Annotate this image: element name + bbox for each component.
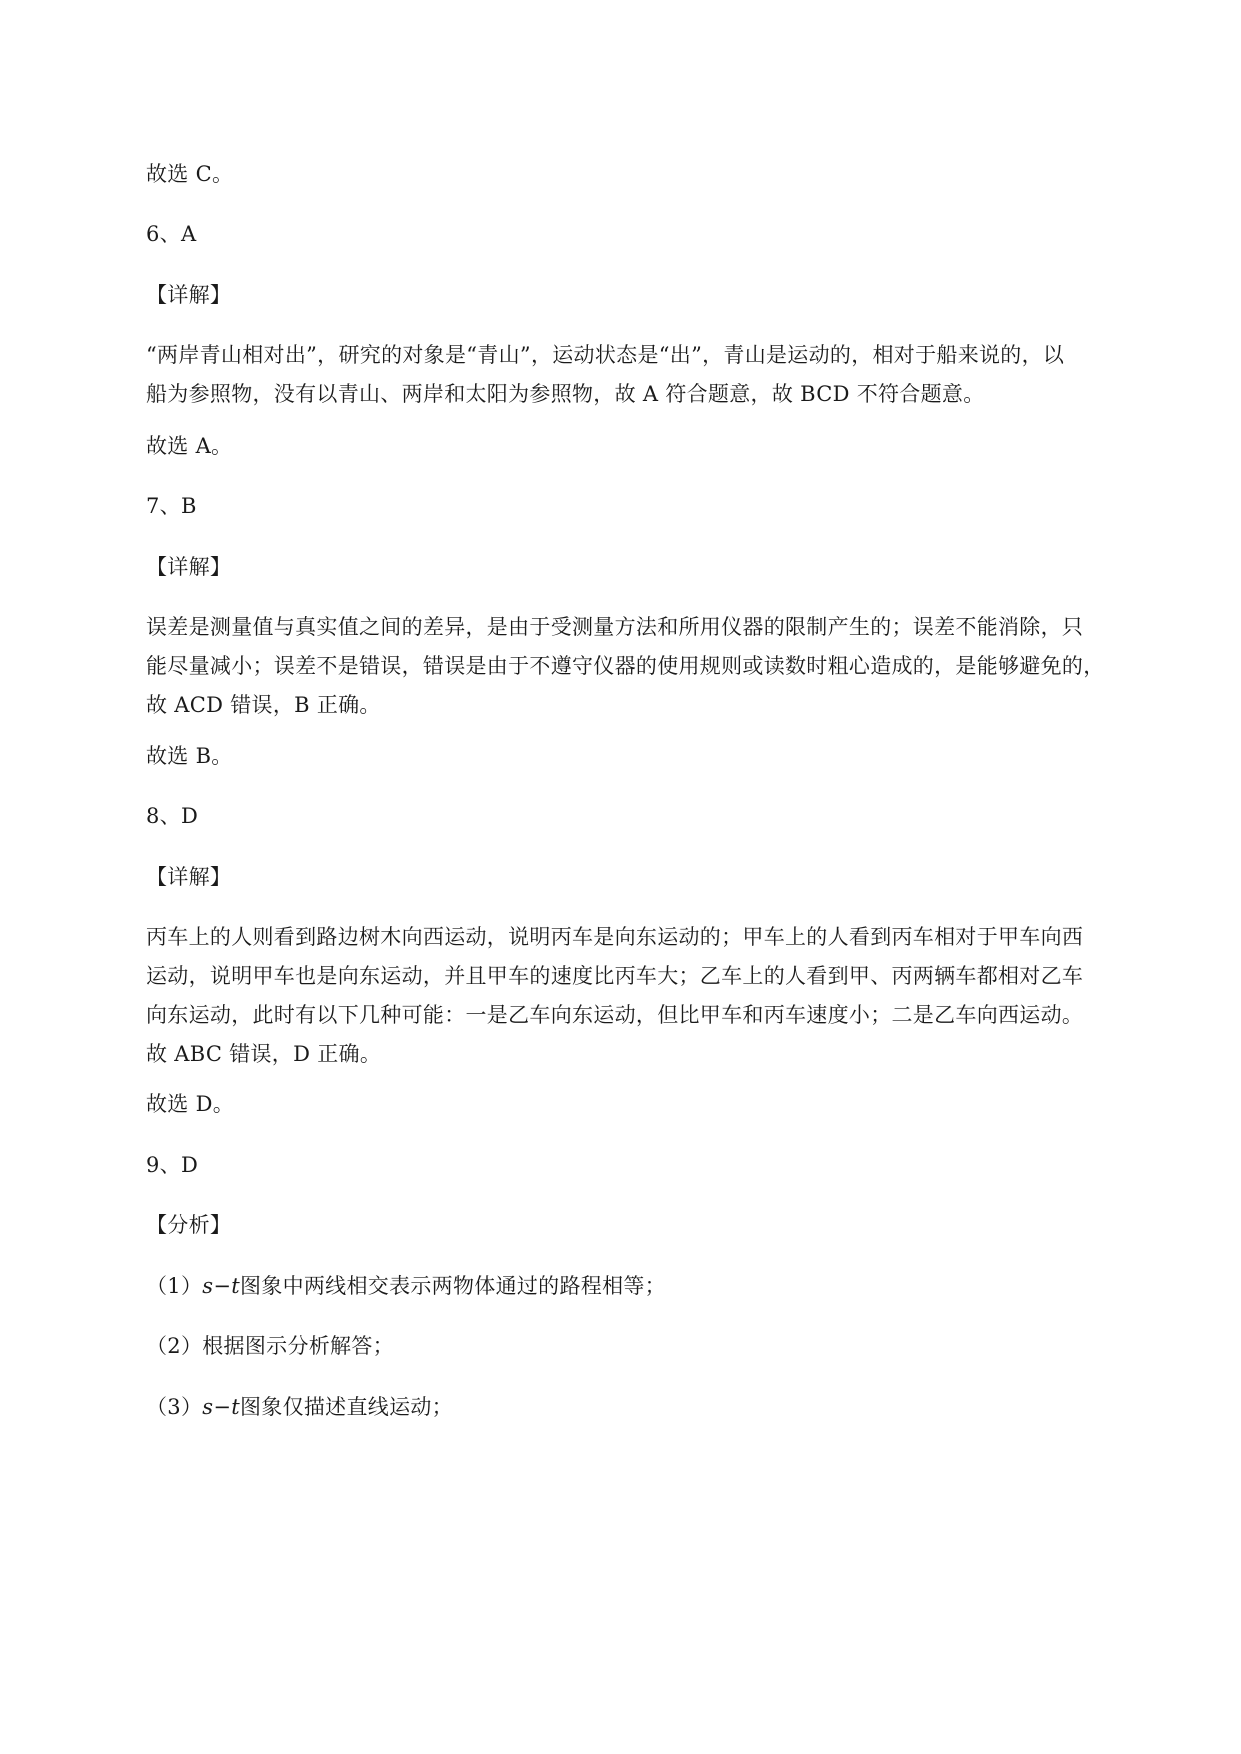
explanation-line: 丙车上的人则看到路边树木向西运动，说明丙车是向东运动的；甲车上的人看到丙车相对于甲车向西 [146, 925, 1084, 949]
section-heading-detail-8: 【详解】 [146, 865, 232, 889]
explanation-line: 船为参照物，没有以青山、两岸和太阳为参照物，故 A 符合题意，故 BCD 不符合题意。 [146, 382, 985, 406]
section-heading-analysis-9: 【分析】 [146, 1213, 232, 1237]
section-heading-detail-6: 【详解】 [146, 283, 232, 307]
explanation-line: 运动，说明甲车也是向东运动，并且甲车的速度比丙车大；乙车上的人看到甲、丙两辆车都相对乙车 [146, 964, 1084, 988]
point-number: （3） [146, 1395, 203, 1419]
explanation-line: 能尽量减小；误差不是错误，错误是由于不遵守仪器的使用规则或读数时粗心造成的，是能够避免的， [146, 654, 1105, 678]
question-number-9: 9、D [146, 1153, 199, 1177]
section-heading-detail-7: 【详解】 [146, 555, 232, 579]
explanation-line: 向东运动，此时有以下几种可能：一是乙车向东运动，但比甲车和丙车速度小；二是乙车向西运动。 [146, 1003, 1084, 1027]
explanation-paragraph-8 [146, 918, 1171, 1074]
explanation-paragraph-7 [146, 608, 1171, 725]
analysis-point-3 [146, 1388, 1171, 1427]
analysis-point-2: （2）根据图示分析解答； [146, 1334, 394, 1358]
st-formula: s−t [202, 1395, 240, 1419]
question-number-6: 6、A [146, 222, 197, 246]
st-formula: s−t [202, 1274, 240, 1298]
answer-conclusion-5: 故选 C。 [146, 162, 234, 186]
answer-conclusion-6: 故选 A。 [146, 434, 233, 458]
question-number-8: 8、D [146, 804, 199, 828]
explanation-line: 故 ACD 错误，B 正确。 [146, 693, 381, 717]
point-text: 图象仅描述直线运动； [239, 1395, 453, 1419]
explanation-paragraph-6 [146, 336, 1171, 414]
analysis-point-1 [146, 1267, 1171, 1306]
explanation-line: 故 ABC 错误，D 正确。 [146, 1042, 382, 1066]
point-number: （1） [146, 1274, 203, 1298]
answer-conclusion-8: 故选 D。 [146, 1092, 235, 1116]
explanation-line: “两岸青山相对出”，研究的对象是“青山”，运动状态是“出”，青山是运动的，相对于船来说的，以 [146, 343, 1065, 367]
explanation-line: 误差是测量值与真实值之间的差异，是由于受测量方法和所用仪器的限制产生的；误差不能消除，只 [146, 615, 1084, 639]
answer-conclusion-7: 故选 B。 [146, 744, 233, 768]
point-text: 图象中两线相交表示两物体通过的路程相等； [239, 1274, 666, 1298]
question-number-7: 7、B [146, 494, 197, 518]
